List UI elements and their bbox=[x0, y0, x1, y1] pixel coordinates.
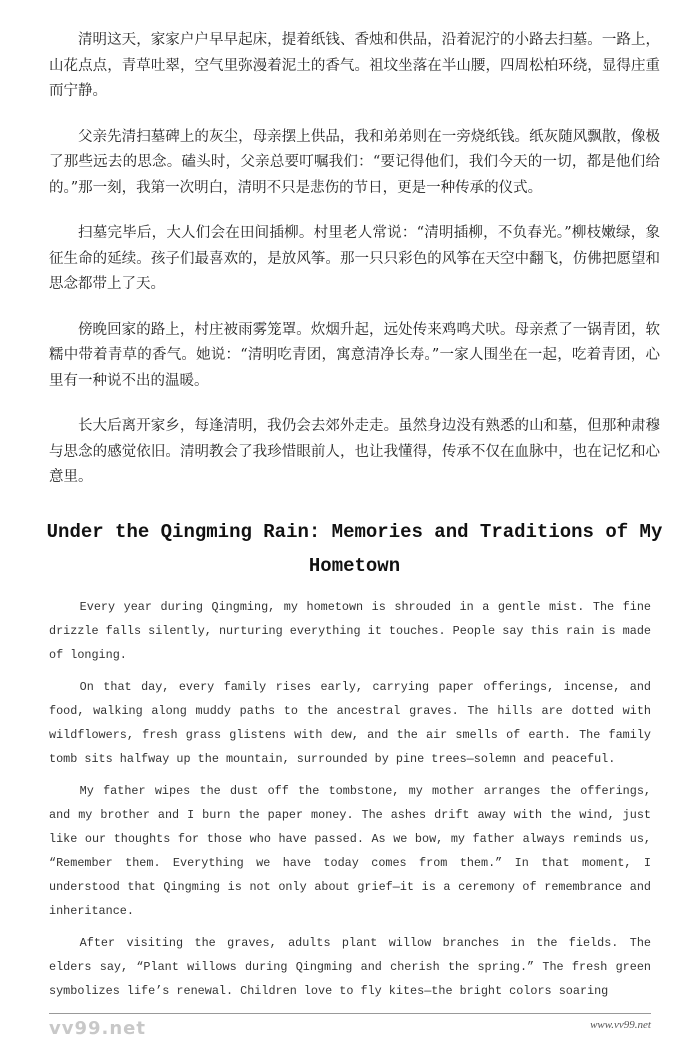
english-title: Under the Qingming Rain: Memories and Traditions of My Hometown bbox=[46, 520, 663, 577]
chinese-essay bbox=[49, 28, 660, 491]
english-essay bbox=[49, 595, 651, 1003]
english-paragraph: On that day, every family rises early, carrying paper offerings, incense, and food, walking along muddy paths to the ancestral graves. The hills are dotted with wildflowers, fresh grass glistens with dew, and the air smells of earth. The family tomb sits halfway up the mountain, surrounded by pine trees—solemn and peaceful. bbox=[49, 679, 651, 766]
footer-site-url: www.vv99.net bbox=[590, 1018, 651, 1031]
english-paragraph: After visiting the graves, adults plant willow branches in the fields. The elders say, “Plant willows during Qingming and cherish the spring.” The fresh green symbolizes life’s renewal. Children love to fly kites—the bright colors soaring bbox=[49, 935, 651, 998]
chinese-paragraph: 清明这天，家家户户早早起床，提着纸钱、香烛和供品，沿着泥泞的小路去扫墓。一路上，山花点点，青草吐翠，空气里弥漫着泥土的香气。祖坟坐落在半山腰，四周松柏环绕，显得庄重而宁静。 bbox=[49, 32, 660, 99]
chinese-paragraph: 扫墓完毕后，大人们会在田间插柳。村里老人常说：“清明插柳，不负春光。”柳枝嫩绿，象征生命的延续。孩子们最喜欢的，是放风筝。那一只只彩色的风筝在天空中翻飞，仿佛把愿望和思念都带上了天。 bbox=[49, 225, 660, 292]
watermark: vv99.net bbox=[49, 1017, 146, 1039]
chinese-paragraph: 父亲先清扫墓碑上的灰尘，母亲摆上供品，我和弟弟则在一旁烧纸钱。纸灰随风飘散，像极了那些远去的思念。磕头时，父亲总要叮嘱我们：“要记得他们，我们今天的一切，都是他们给的。”那一刻，我第一次明白，清明不只是悲伤的节日，更是一种传承的仪式。 bbox=[49, 128, 660, 196]
chinese-paragraph: 长大后离开家乡，每逢清明，我仍会去郊外走走。虽然身边没有熟悉的山和墓，但那种肃穆与思念的感觉依旧。清明教会了我珍惜眼前人，也让我懂得，传承不仅在血脉中，也在记忆和心意里。 bbox=[49, 418, 660, 485]
chinese-paragraph: 傍晚回家的路上，村庄被雨雾笼罩。炊烟升起，远处传来鸡鸣犬吠。母亲煮了一锅青团，软糯中带着青草的香气。她说：“清明吃青团，寓意清净长寿。”一家人围坐在一起，吃着青团，心里有一种说不出的温暖。 bbox=[49, 321, 660, 389]
english-paragraph: Every year during Qingming, my hometown is shrouded in a gentle mist. The fine drizzle falls silently, nurturing everything it touches. People say this rain is made of longing. bbox=[49, 599, 651, 662]
footer bbox=[49, 1018, 651, 1046]
footer-divider bbox=[49, 1013, 651, 1014]
english-paragraph: My father wipes the dust off the tombstone, my mother arranges the offerings, and my brother and I burn the paper money. The ashes drift away with the wind, just like our thoughts for those who have passed. As we bow, my father always reminds us, “Remember them. Everything we have today comes from them.” In that moment, I understood that Qingming is not only about grief—it is a ceremony of remembrance and inheritance. bbox=[49, 783, 651, 918]
